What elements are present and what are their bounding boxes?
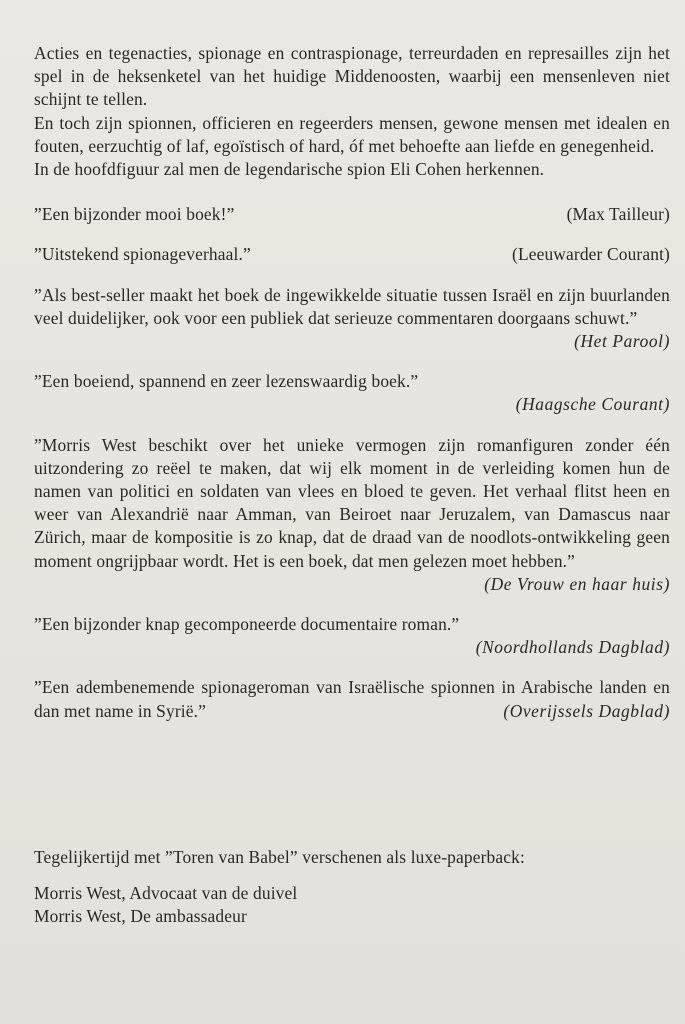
review-source: (De Vrouw en haar huis) — [484, 573, 670, 594]
review-quote — [34, 676, 670, 722]
review-text: ”Een bijzonder knap gecomponeerde documentaire roman.” — [34, 614, 460, 635]
review-source: (Haagsche Courant) — [515, 394, 670, 415]
intro-paragraph-1: Acties en tegenacties, spionage en contraspionage, terreurdaden en represailles zijn het spel in de heksenketel van het huidige Middenoosten, waarbij een mensenleven niet schijnt te tellen. — [34, 43, 670, 110]
review-text: ”Uitstekend spionageverhaal.” — [34, 244, 251, 265]
related-book-item: Morris West, De ambassadeur — [34, 906, 247, 927]
review-quote — [34, 434, 670, 596]
related-book-item: Morris West, Advocaat van de duivel — [34, 883, 298, 904]
review-text: ”Morris West beschikt over het unieke vermogen zijn romanfiguren zonder één uitzondering zo reëel te maken, dat wij elk moment in de verleiding komen hun de namen van politici en soldaten van vlees en bloed te geven. Het verhaal flitst heen en weer van Alexandrië naar Amman, van Beiroet naar Jeruzalem, van Damascus naar Zürich, maar de kompositie is zo knap, dat de draad van de noodlots-ontwikkeling geen moment ongrijpbaar wordt. Het is een boek, dat men gelezen moet hebben.” — [34, 434, 670, 571]
intro-paragraph-3: In de hoofdfiguur zal men de legendarische spion Eli Cohen herkennen. — [34, 159, 545, 180]
review-quote — [34, 370, 670, 416]
review-source: (Noordhollands Dagblad) — [475, 637, 670, 658]
review-text: ”Een adembenemende spionageroman van Israëlische spionnen in Arabische landen en dan met name in Syrië.” — [34, 677, 670, 721]
review-source: (Leeuwarder Courant) — [512, 244, 670, 265]
related-books-announcement: Tegelijkertijd met ”Toren van Babel” verschenen als luxe-paperback: — [34, 847, 525, 867]
review-quote — [34, 613, 670, 659]
related-books-section — [34, 846, 670, 929]
intro-paragraph-2: En toch zijn spionnen, officieren en regeerders mensen, gewone mensen met idealen en fouten, eerzuchtig of laf, egoïstisch of hard, óf met behoefte aan liefde en genegenheid. — [34, 112, 670, 156]
review-quote — [34, 243, 670, 266]
review-quote — [34, 203, 670, 226]
review-text: ”Een boeiend, spannend en zeer lezenswaardig boek.” — [34, 371, 419, 392]
cover-text — [34, 42, 670, 723]
review-text: ”Een bijzonder mooi boek!” — [34, 204, 235, 225]
intro-section — [34, 42, 670, 181]
review-text: ”Als best-seller maakt het boek de ingewikkelde situatie tussen Israël en zijn buurlanden veel duidelijker, ook voor een publiek dat serieuze commentaren doorgaans schuwt.” — [34, 284, 670, 328]
review-source: (Overijssels Dagblad) — [503, 700, 670, 721]
review-source: (Het Parool) — [574, 331, 670, 352]
review-quote — [34, 284, 670, 354]
review-source: (Max Tailleur) — [566, 204, 670, 225]
